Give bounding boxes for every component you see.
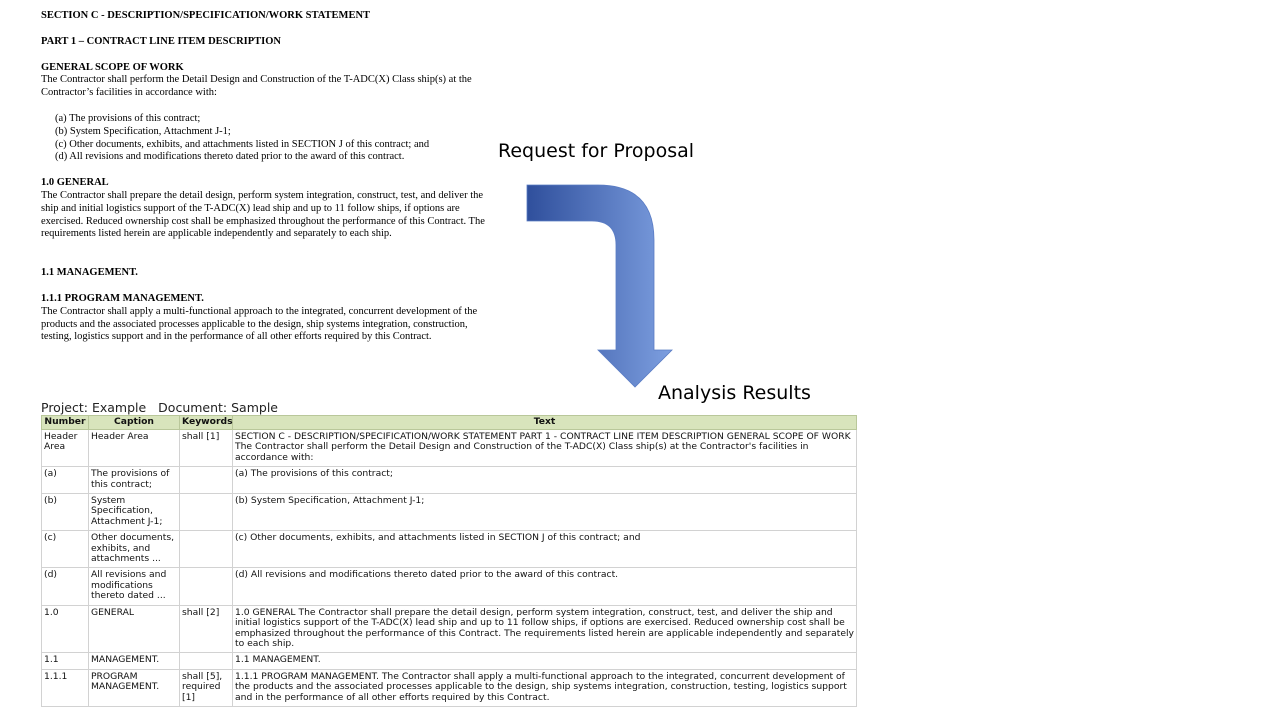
cell-caption: MANAGEMENT.	[89, 653, 180, 669]
cell-text: (a) The provisions of this contract;	[233, 467, 857, 494]
cell-keywords	[180, 494, 233, 531]
cell-text: 1.0 GENERAL The Contractor shall prepare the detail design, perform system integration, construct, test, and deliver the ship and initial logistics support of the T-ADC(X) lead ship and up to 11 follow ships, if options are exercised. Reduced ownership cost shall be emphasized throughout the performance of this Contract. The requirements listed herein are applicable independently and separately to each ship.	[233, 605, 857, 653]
table-body	[42, 430, 857, 707]
cell-number: (c)	[42, 531, 89, 568]
scope-text: The Contractor shall perform the Detail Design and Construction of the T-ADC(X) Class ship(s) at the Contractor’s facilities in accordance with:	[41, 74, 472, 99]
table-row	[42, 568, 857, 605]
cell-text: (b) System Specification, Attachment J-1;	[233, 494, 857, 531]
table-row	[42, 605, 857, 653]
table-row	[42, 494, 857, 531]
management-title: 1.1 MANAGEMENT.	[41, 267, 138, 279]
cell-number: Header Area	[42, 430, 89, 467]
part-title: PART 1 – CONTRACT LINE ITEM DESCRIPTION	[41, 35, 282, 47]
cell-keywords	[180, 531, 233, 568]
cell-text: (d) All revisions and modifications thereto dated prior to the award of this contract.	[233, 568, 857, 605]
program-management-title: 1.1.1 PROGRAM MANAGEMENT.	[41, 292, 204, 304]
scope-title: GENERAL SCOPE OF WORK	[41, 61, 184, 73]
cell-caption: Header Area	[89, 430, 180, 467]
cell-text: (c) Other documents, exhibits, and attachments listed in SECTION J of this contract; and	[233, 531, 857, 568]
column-header-number: Number	[42, 416, 89, 430]
cell-keywords: shall [2]	[180, 605, 233, 653]
section-title: SECTION C - DESCRIPTION/SPECIFICATION/WORK STATEMENT	[41, 10, 371, 21]
cell-caption: All revisions and modifications thereto dated ...	[89, 568, 180, 605]
cell-caption: GENERAL	[89, 605, 180, 653]
cell-text: 1.1 MANAGEMENT.	[233, 653, 857, 669]
cell-number: 1.1.1	[42, 669, 89, 706]
project-label: Project: Example	[41, 400, 147, 415]
scope-item-c: (c) Other documents, exhibits, and attachments listed in SECTION J of this contract; and	[55, 138, 430, 150]
cell-number: 1.1	[42, 653, 89, 669]
column-header-text: Text	[233, 416, 857, 430]
table-row	[42, 653, 857, 669]
request-for-proposal-label: Request for Proposal	[498, 140, 695, 162]
project-document-label	[41, 400, 278, 415]
general-title: 1.0 GENERAL	[41, 177, 109, 189]
table-row	[42, 467, 857, 494]
cell-caption: System Specification, Attachment J-1;	[89, 494, 180, 531]
cell-keywords	[180, 467, 233, 494]
table-row	[42, 430, 857, 467]
cell-keywords: shall [1]	[180, 430, 233, 467]
scope-item-b: (b) System Specification, Attachment J-1;	[55, 125, 231, 137]
cell-text: 1.1.1 PROGRAM MANAGEMENT. The Contractor shall apply a multi-functional approach to the integrated, concurrent development of the products and the associated processes applicable to the design, ship systems integration, construction, testing, logistics support and in the performance of all other efforts required by this Contract.	[233, 669, 857, 706]
cell-caption: The provisions of this contract;	[89, 467, 180, 494]
scope-item-a: (a) The provisions of this contract;	[55, 112, 201, 124]
analysis-results-table	[41, 415, 857, 707]
scope-item-d: (d) All revisions and modifications thereto dated prior to the award of this contract.	[55, 151, 405, 163]
cell-number: (b)	[42, 494, 89, 531]
cell-number: (a)	[42, 467, 89, 494]
column-header-caption: Caption	[89, 416, 180, 430]
program-management-text: The Contractor shall apply a multi-functional approach to the integrated, concurrent development of the products and the associated processes applicable to the design, ship systems integration, construction, testing, logistics support and in the performance of all other efforts required by this Contract.	[41, 305, 478, 343]
cell-keywords	[180, 568, 233, 605]
cell-caption: Other documents, exhibits, and attachments ...	[89, 531, 180, 568]
analysis-results-label: Analysis Results	[658, 382, 811, 404]
cell-caption: PROGRAM MANAGEMENT.	[89, 669, 180, 706]
cell-number: (d)	[42, 568, 89, 605]
table-header-row	[42, 416, 857, 430]
general-text: The Contractor shall prepare the detail design, perform system integration, construct, test, and deliver the ship and initial logistics support of the T-ADC(X) lead ship and up to 11 follow ships, if options are exercised. Reduced ownership cost shall be emphasized throughout the performance of this Contract. The requirements listed herein are applicable independently and separately to each ship.	[41, 189, 485, 240]
document-label: Document: Sample	[158, 400, 278, 415]
cell-keywords: shall [5], required [1]	[180, 669, 233, 706]
cell-text: SECTION C - DESCRIPTION/SPECIFICATION/WORK STATEMENT PART 1 - CONTRACT LINE ITEM DESCRIPTION GENERAL SCOPE OF WORK The Contractor shall perform the Detail Design and Construction of the T-ADC(X) Class ship(s) at the Contractor's facilities in accordance with:	[233, 430, 857, 467]
cell-keywords	[180, 653, 233, 669]
cell-number: 1.0	[42, 605, 89, 653]
table-row	[42, 531, 857, 568]
table-row	[42, 669, 857, 706]
column-header-keywords: Keywords	[180, 416, 233, 430]
